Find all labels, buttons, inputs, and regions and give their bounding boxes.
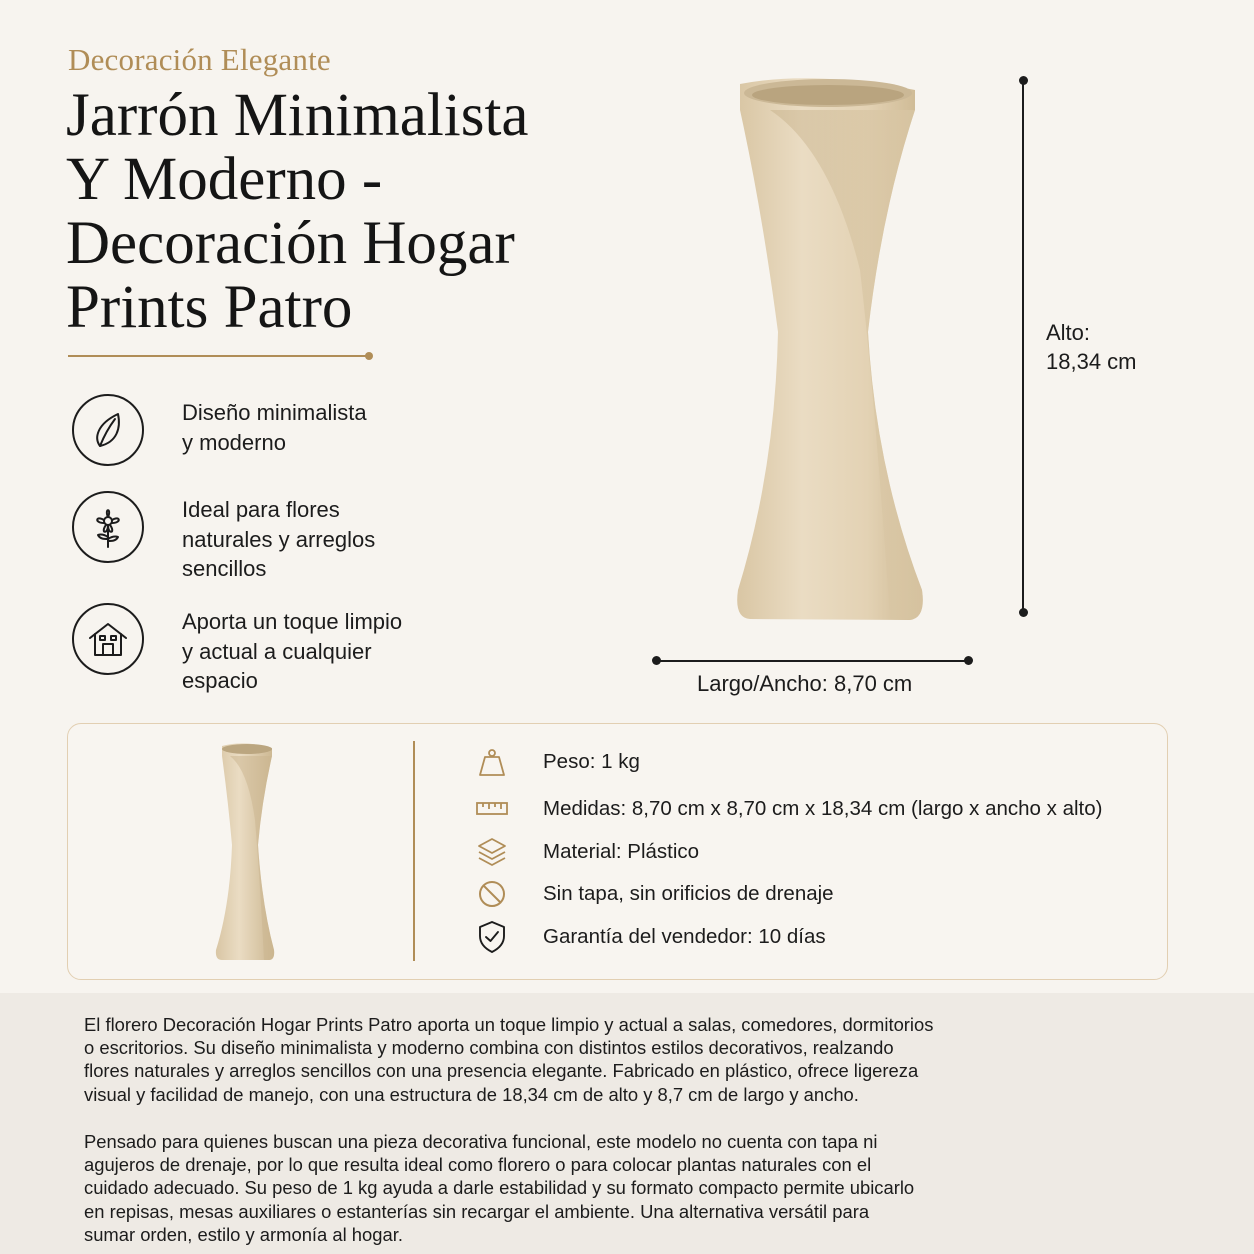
dimension-endpoint (1019, 76, 1028, 85)
description-line: sumar orden, estilo y armonía al hogar. (84, 1223, 403, 1245)
feature-line: Ideal para flores (182, 497, 340, 522)
description-line: en repisas, mesas auxiliares o estanterías sin recargar el ambiente. Una alternativa versátil para (84, 1200, 870, 1222)
description-paragraph (84, 1130, 914, 1246)
width-label: Largo/Ancho: 8,70 cm (697, 671, 913, 696)
feature-line: y actual a cualquier (182, 638, 372, 664)
flower-icon (72, 491, 144, 563)
spec-row (474, 920, 826, 954)
description-paragraph (84, 1013, 933, 1106)
title-divider (68, 355, 368, 357)
vase-thumbnail (210, 740, 280, 965)
feature-line: y moderno (182, 429, 286, 455)
description-line: cuidado adecuado. Su peso de 1 kg ayuda a darle estabilidad y su formato compacto permite ubicarlo (84, 1177, 915, 1199)
feature-line: Aporta un toque limpio (182, 609, 403, 634)
height-label-value: 18,34 cm (1046, 349, 1137, 374)
height-dimension-line (1022, 80, 1024, 613)
feature-line: naturales y arreglos (182, 526, 376, 552)
description-line: Pensado para quienes buscan una pieza decorativa funcional, este modelo no cuenta con tapa ni (84, 1131, 878, 1152)
title-line: Prints Patro (66, 274, 353, 341)
leaf-icon (72, 394, 144, 466)
spec-row (474, 877, 834, 911)
layers-icon (474, 835, 510, 869)
dimension-endpoint (652, 656, 661, 665)
feature-line: Diseño minimalista (182, 400, 367, 425)
height-label (1046, 318, 1137, 376)
description-line: flores naturales y arreglos sencillos con una presencia elegante. Fabricado en plástico, ofrece ligereza (84, 1060, 919, 1082)
description-line: o escritorios. Su diseño minimalista y moderno combina con distintos estilos decorativos, realzando (84, 1037, 894, 1059)
spec-text: Medidas: 8,70 cm x 8,70 cm x 18,34 cm (largo x ancho x alto) (543, 797, 1103, 820)
spec-row (474, 835, 700, 869)
height-label-title: Alto: (1046, 320, 1091, 345)
feature-item (72, 491, 375, 584)
description-line: El florero Decoración Hogar Prints Patro aporta un toque limpio y actual a salas, comedores, dormitorios (84, 1014, 934, 1035)
description-line: agujeros de drenaje, por lo que resulta ideal como florero o para colocar plantas naturales con el (84, 1154, 872, 1176)
spec-text: Sin tapa, sin orificios de drenaje (543, 882, 834, 905)
feature-item (72, 603, 402, 696)
house-icon (72, 603, 144, 675)
spec-text: Garantía del vendedor: 10 días (543, 925, 826, 948)
feature-text (182, 495, 375, 584)
spec-text: Peso: 1 kg (543, 750, 640, 773)
spec-text: Material: Plástico (543, 840, 700, 863)
width-dimension-line (657, 660, 969, 662)
dimension-endpoint (1019, 608, 1028, 617)
feature-item (72, 394, 367, 466)
feature-text (182, 398, 367, 457)
feature-line: espacio (182, 668, 258, 693)
card-divider (413, 741, 415, 961)
vase-image (700, 70, 950, 630)
weight-icon (474, 745, 510, 779)
title-line: Jarrón Minimalista (66, 82, 529, 149)
product-title (66, 84, 626, 340)
no-icon (474, 877, 510, 911)
ruler-icon (474, 792, 510, 826)
shield-check-icon (474, 920, 510, 954)
eyebrow-label: Decoración Elegante (68, 42, 331, 77)
feature-text (182, 607, 402, 696)
spec-row (474, 792, 1103, 826)
feature-line: sencillos (182, 556, 267, 581)
dimension-endpoint (964, 656, 973, 665)
title-line: Y Moderno - (66, 146, 383, 213)
description-line: visual y facilidad de manejo, con una estructura de 18,34 cm de alto y 8,7 cm de largo y ancho. (84, 1083, 859, 1105)
title-line: Decoración Hogar (66, 210, 515, 277)
spec-row (474, 745, 640, 779)
title-divider-dot (365, 352, 373, 360)
